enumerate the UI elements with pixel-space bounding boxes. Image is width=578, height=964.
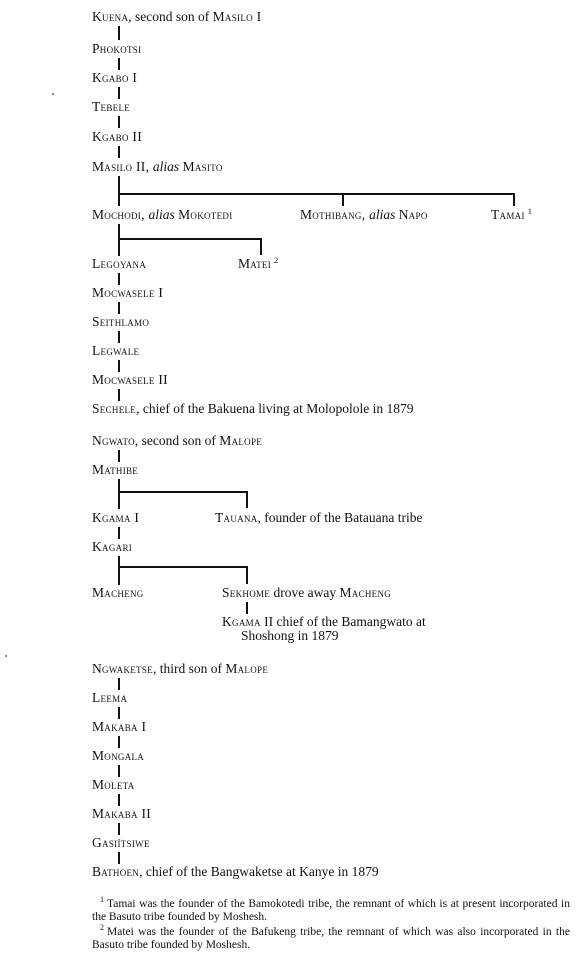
connector-line [118,479,120,509]
name-tamai: Tamai [491,207,525,222]
entry-mochodi [92,207,233,223]
name-bathoen: Bathoen [92,864,140,879]
parent-ngwato: Malope [219,433,263,448]
entry-kagari: Kagari [92,539,133,554]
connector-line [118,176,120,206]
sibling-bracket [118,491,248,493]
connector-line [118,852,120,864]
name-masilo-2: Masilo II, [92,159,153,174]
parent-ngwaketse: Malope [225,661,269,676]
name-ngwato: Ngwato [92,433,135,448]
entry-ngwaketse [92,661,268,677]
connector-line [118,823,120,835]
name-kuena: Kuena [92,9,129,24]
entry-kgabo-2: Kgabo II [92,129,143,144]
entry-tebele: Tebele [92,99,131,114]
connector-line [118,331,120,343]
entry-ngwato [92,433,262,449]
name-kgama-2: Kgama [222,614,261,629]
connector-line [118,556,120,585]
note-sechele: , chief of the Bakuena living at Molopolole in 1879 [136,401,414,416]
connector-line [118,302,120,314]
entry-seithlamo: Seithlamo [92,314,150,329]
connector-line [118,765,120,777]
alias-word: alias [369,207,396,222]
footnote-1-mark: 1 [100,895,104,905]
connector-line [118,116,120,128]
connector-line [246,602,248,614]
sibling-bracket [118,566,248,568]
print-speck [5,655,7,657]
connector-line [260,238,262,255]
name-sekhome: Sekhome [222,585,271,600]
connector-line [342,193,344,206]
alias-napo: Napo [398,207,428,222]
object-macheng: Macheng [339,585,392,600]
connector-line [118,360,120,372]
entry-macheng: Macheng [92,585,144,600]
footnote-1 [92,895,570,924]
note-kuena: , second son of [128,9,213,24]
note-ngwato: , second son of [134,433,220,448]
entry-sekhome [222,585,391,601]
name-tauana: Tauana [215,510,258,525]
footnote-2-text: Matei was the founder of the Bafukeng tribe, the remnant of which was also incorporated in the Basuto tribe founded by Moshesh. [92,926,570,951]
name-matei: Matei [238,256,271,271]
connector-line [118,224,120,256]
entry-sechele [92,401,414,417]
print-speck [52,93,54,95]
parent-kuena: Masilo I [212,9,262,24]
name-sechele: Sechele [92,401,137,416]
entry-phokotsi: Phokotsi [92,41,142,56]
entry-legwale: Legwale [92,343,140,358]
connector-line [118,58,120,70]
entry-mocwasele-2: Mocwasele II [92,372,168,387]
entry-kuena [92,9,261,25]
footnote-mark-2: 2 [274,254,279,265]
entry-kgama-1: Kgama I [92,510,140,525]
alias-mokotedi: Mokotedi [178,207,233,222]
entry-masilo-2 [92,159,223,175]
note-ngwaketse: , third son of [152,661,226,676]
entry-kgabo-1: Kgabo I [92,70,138,85]
connector-line [118,678,120,690]
entry-kgama-2-cont: Shoshong in 1879 [241,628,339,643]
entry-makaba-1: Makaba I [92,719,147,734]
connector-line [246,566,248,584]
connector-line [118,794,120,806]
entry-leema: Leema [92,690,128,705]
entry-bathoen [92,864,379,880]
name-mothibang: Mothibang, [300,207,370,222]
connector-line [118,146,120,158]
connector-line [246,491,248,508]
note-sekhome: drove away [270,585,340,600]
connector-line [513,193,515,206]
sibling-bracket [118,238,262,240]
entry-mongala: Mongala [92,748,145,763]
connector-line [118,707,120,719]
alias-masito: Masito [182,159,223,174]
note-bathoen: , chief of the Bangwaketse at Kanye in 1879 [139,864,379,879]
connector-line [118,26,120,40]
entry-tauana [215,510,422,526]
sibling-bracket [118,193,515,195]
footnote-2 [92,923,570,952]
alias-word: alias [152,159,180,174]
note-kgama-2: II chief of the Bamangwato at [260,614,426,629]
entry-tamai [491,207,532,223]
connector-line [118,87,120,99]
entry-legoyana: Legoyana [92,256,147,271]
entry-moleta: Moleta [92,777,135,792]
connector-line [118,736,120,748]
connector-line [118,273,120,285]
alias-word: alias [148,207,175,222]
entry-mothibang [300,207,428,223]
footnote-2-mark: 2 [100,923,104,933]
entry-matei [238,256,278,272]
footnote-mark-1: 1 [527,205,532,216]
connector-line [118,527,120,539]
name-ngwaketse: Ngwaketse [92,661,153,676]
connector-line [118,389,120,401]
entry-mocwasele-1: Mocwasele I [92,285,164,300]
entry-makaba-2: Makaba II [92,806,152,821]
connector-line [118,450,120,462]
footnote-1-text: Tamai was the founder of the Bamokotedi tribe, the remnant of which is at present incorporated in the Basuto tribe founded by Moshesh. [92,898,570,923]
entry-mathibe: Mathibe [92,462,139,477]
name-mochodi: Mochodi, [92,207,149,222]
note-tauana: , founder of the Batauana tribe [257,510,423,525]
entry-gasiitsiwe: Gasiïtsiwe [92,835,150,850]
